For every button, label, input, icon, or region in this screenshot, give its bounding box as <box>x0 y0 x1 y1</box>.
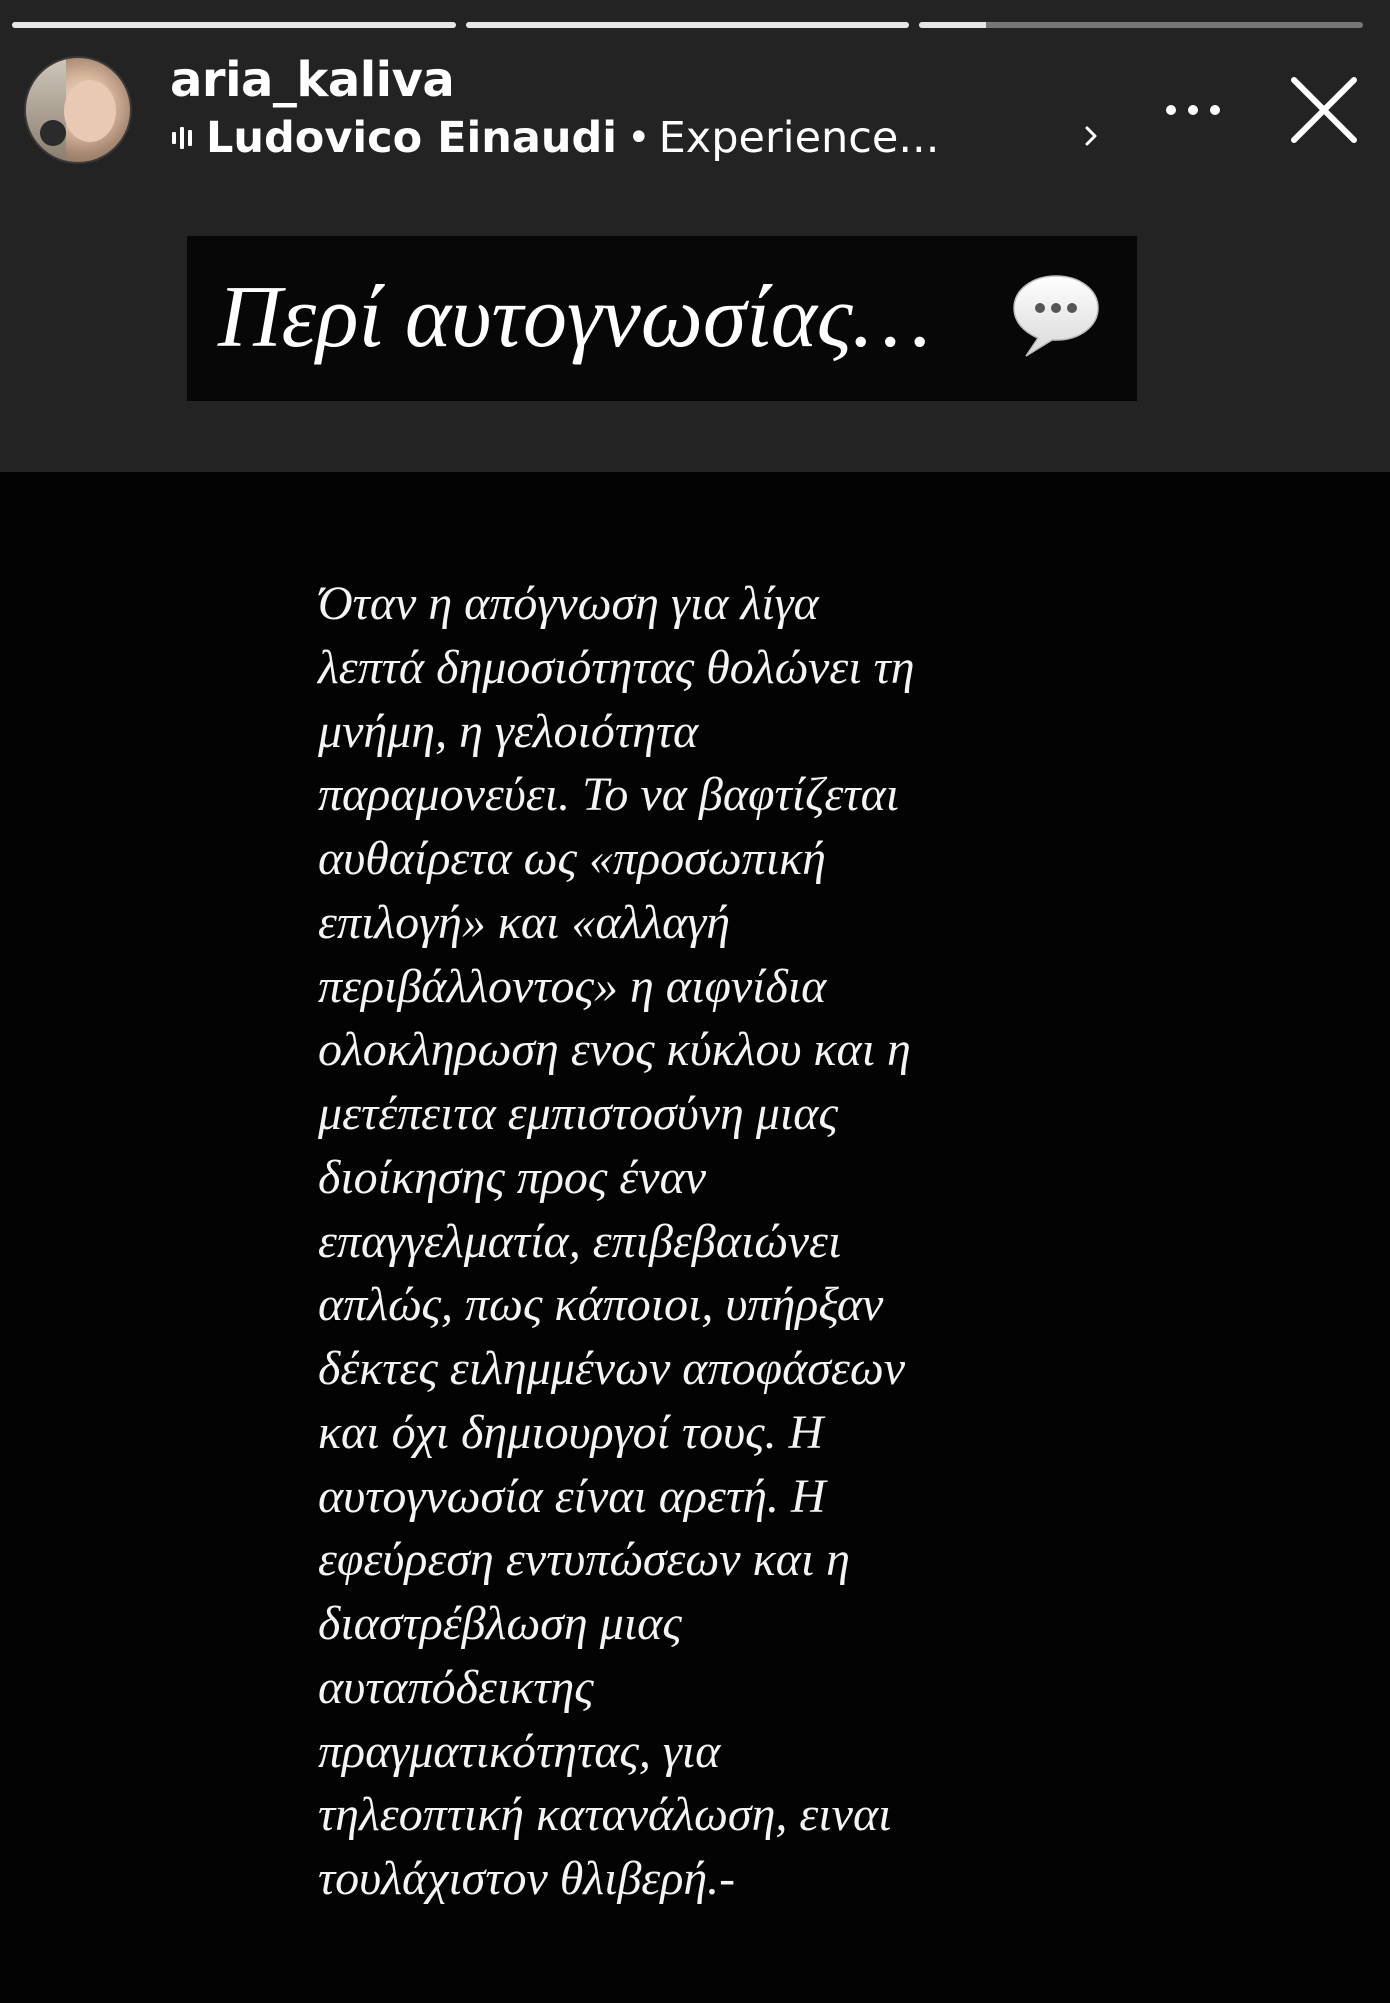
music-attribution[interactable] <box>172 112 939 164</box>
story-progress-bar <box>12 22 1363 28</box>
story-body-text <box>318 572 1078 1911</box>
body-text-line: μνήμη, η γελοιότητα <box>318 704 699 758</box>
body-text-line: δέκτες ειλημμένων αποφάσεων <box>318 1342 906 1395</box>
body-text-line: επιλογή» και «αλλαγή <box>318 895 731 949</box>
story-title: Περί αυτογνωσίας… <box>218 269 931 366</box>
body-text-line: Όταν η απόγνωση για λίγα <box>318 577 819 630</box>
avatar-face <box>64 80 116 142</box>
body-text-line: διαστρέβλωση μιας <box>318 1597 682 1650</box>
body-text-line: διοίκησης προς έναν <box>318 1150 707 1204</box>
body-text-line: μετέπειτα εμπιστοσύνη μιας <box>318 1087 838 1140</box>
chevron-right-icon[interactable] <box>1082 118 1102 154</box>
avatar-detail <box>40 120 66 146</box>
music-bars-icon <box>172 124 192 152</box>
username-link[interactable]: aria_kaliva <box>170 52 455 108</box>
body-text-line: αυτογνωσία είναι αρετή. Η <box>318 1469 826 1523</box>
body-text-line: αυθαίρετα ως «προσωπική <box>318 832 826 885</box>
progress-segment <box>12 22 456 28</box>
body-text-line: και όχι δημιουργοί τους. Η <box>318 1405 824 1459</box>
avatar[interactable] <box>24 56 132 164</box>
music-track: Experience... <box>658 113 940 163</box>
music-separator: • <box>626 115 651 161</box>
progress-segment <box>466 22 910 28</box>
body-text-line: πραγματικότητας, για <box>318 1724 721 1778</box>
progress-fill <box>12 22 456 28</box>
body-text-line: περιβάλλοντος» η αιφνίδια <box>318 959 827 1013</box>
progress-fill <box>466 22 910 28</box>
body-text-line: λεπτά δημοσιότητας θολώνει τη <box>318 640 915 694</box>
body-text-line: αυταπόδεικτης <box>318 1660 594 1714</box>
body-text-line: τηλεοπτική κατανάλωση, ειναι <box>318 1788 892 1842</box>
body-text-line: παραμονεύει. Το να βαφτίζεται <box>318 768 900 822</box>
body-text-line: επαγγελματία, επιβεβαιώνει <box>318 1214 842 1268</box>
body-text-line: εφεύρεση εντυπώσεων και η <box>318 1533 850 1587</box>
avatar-background <box>26 58 66 162</box>
speech-bubble-emoji <box>1008 268 1104 364</box>
progress-segment <box>919 22 1363 28</box>
body-text-line: ολοκληρωση ενος κύκλου και η <box>318 1023 911 1077</box>
close-icon[interactable] <box>1290 76 1358 144</box>
body-text-line: απλώς, πως κάποιοι, υπήρξαν <box>318 1278 884 1332</box>
more-options-icon[interactable] <box>1163 98 1223 122</box>
progress-fill <box>919 22 986 28</box>
body-text-line: τουλάχιστον θλιβερή.- <box>318 1852 736 1905</box>
music-artist: Ludovico Einaudi <box>206 113 617 163</box>
